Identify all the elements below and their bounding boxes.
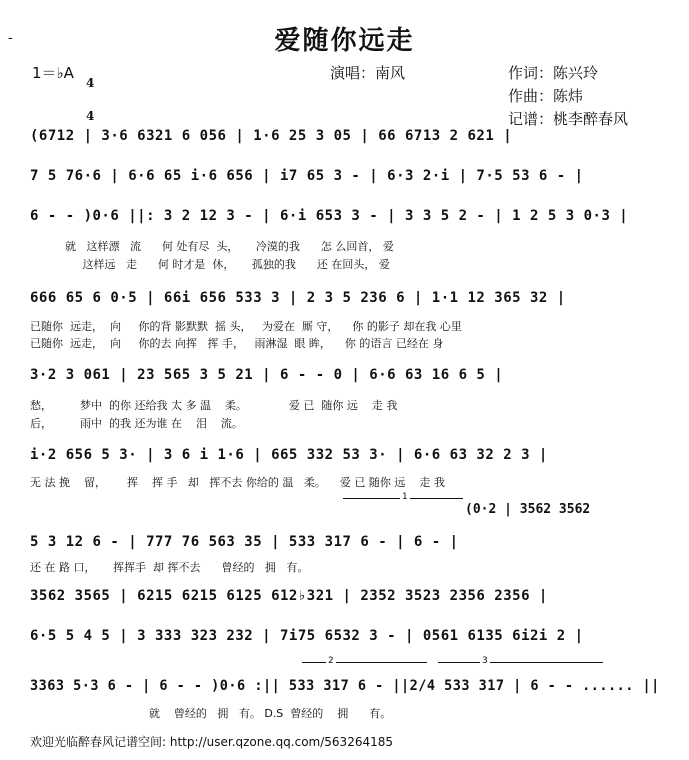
notation-line: 6·5 5 4 5 | 3 333 323 232 | 7i75 6532 3 - | 0561 6135 6i2i 2 | <box>30 628 584 644</box>
time-signature <box>86 56 94 133</box>
lyric-line-1: 已随你 远走， 向 你的背 影默默 摇 头， 为爱在 厮 守， 你 的影子 却在我 心里 <box>30 320 462 333</box>
score-row-10 <box>30 678 660 720</box>
lyric-line-1: 愁， 梦中 的你 还给我 太 多 温 柔。 爱 已 随你 远 走 我 <box>30 399 398 412</box>
transcriber-credit: 记谱：桃李醉春风 <box>508 110 629 128</box>
lyric-line-2: 后， 雨中 的我 还为谁 在 泪 流。 <box>30 417 243 430</box>
time-signature-top: 4 <box>86 76 95 90</box>
ending-bracket-2 <box>302 662 427 663</box>
key-signature: 1＝♭A <box>32 64 74 82</box>
ending-bracket-3 <box>438 662 603 663</box>
lyric-line-1: 还 在 路 口， 挥挥手 却 挥不去 曾经的 拥 有。 <box>30 561 309 574</box>
time-signature-bottom: 4 <box>86 109 95 123</box>
lyric-line-2: 已随你 远走， 向 你的去 向挥 挥 手， 雨淋湿 眼 眸， 你 的语言 已经在 身 <box>30 337 444 350</box>
score-row-5 <box>30 367 660 430</box>
lyric-line-1: 就 这样漂 流 何 处有尽 头， 冷漠的我 怎 么回首， 爱 <box>30 240 394 253</box>
score-row-9 <box>30 628 660 658</box>
notation-line: (6712 | 3·6 6321 6 056 | 1·6 25 3 05 | 66 6713 2 621 | <box>30 128 513 144</box>
composer-credit: 作曲：陈炜 <box>508 87 584 105</box>
singer-credit: 演唱：南风 <box>330 64 406 82</box>
lyric-line-1: 就 曾经的 拥 有。 D.S 曾经的 拥 有。 <box>30 707 392 720</box>
notation-line: i·2 656 5 3· | 3 6 i 1·6 | 665 332 53 3· | 6·6 63 32 2 3 | <box>30 447 548 463</box>
lyric-line-1: 无 法 挽 留， 挥 挥 手 却 挥不去 你给的 温 柔。 爱 已 随你 远 走 我 <box>30 476 445 489</box>
notation-line: 3363 5·3 6 - | 6 - - )0·6 :|| 533 317 6 - ||2/4 533 317 | 6 - - ...... || <box>30 678 660 694</box>
song-title: 爱随你远走 <box>274 26 415 56</box>
score-row-7 <box>30 534 660 574</box>
score-row-6 <box>30 447 660 489</box>
lyric-line-2: 这样远 走 何 时才是 休， 孤独的我 还 在回头， 爱 <box>30 258 390 271</box>
lyricist-credit: 作词：陈兴玲 <box>508 64 599 82</box>
notation-line: 666 65 6 0·5 | 66i 656 533 3 | 2 3 5 236 6 | 1·1 12 365 32 | <box>30 290 566 306</box>
ending-number-1: 1 <box>402 492 408 502</box>
notation-line: 3·2 3 061 | 23 565 3 5 21 | 6 - - 0 | 6·6 63 16 6 5 | <box>30 367 504 383</box>
notation-line: 6 - - )0·6 ||: 3 2 12 3 - | 6·i 653 3 - | 3 3 5 2 - | 1 2 5 3 0·3 | <box>30 208 629 224</box>
footer-credit: 欢迎光临醉春风记谱空间: http://user.qzone.qq.com/563264185 <box>30 735 394 749</box>
upper-voice-line: (0·2 | 3562 3562 <box>465 502 591 517</box>
margin-dash: - <box>8 30 13 46</box>
notation-line: 7 5 76·6 | 6·6 65 i·6 656 | i7 65 3 - | 6·3 2·i | 7·5 53 6 - | <box>30 168 584 184</box>
score-row-4 <box>30 290 660 350</box>
notation-line: 5 3 12 6 - | 777 76 563 35 | 533 317 6 - | 6 - | <box>30 534 459 550</box>
ending-number-2: 2 <box>328 656 334 666</box>
score-row-2 <box>30 168 660 198</box>
notation-line: 3562 3565 | 6215 6215 6125 612♭321 | 2352 3523 2356 2356 | <box>30 588 548 604</box>
score-row-8 <box>30 588 660 618</box>
score-row-1 <box>30 128 660 158</box>
ending-number-3: 3 <box>482 656 488 666</box>
score-row-3 <box>30 208 660 271</box>
